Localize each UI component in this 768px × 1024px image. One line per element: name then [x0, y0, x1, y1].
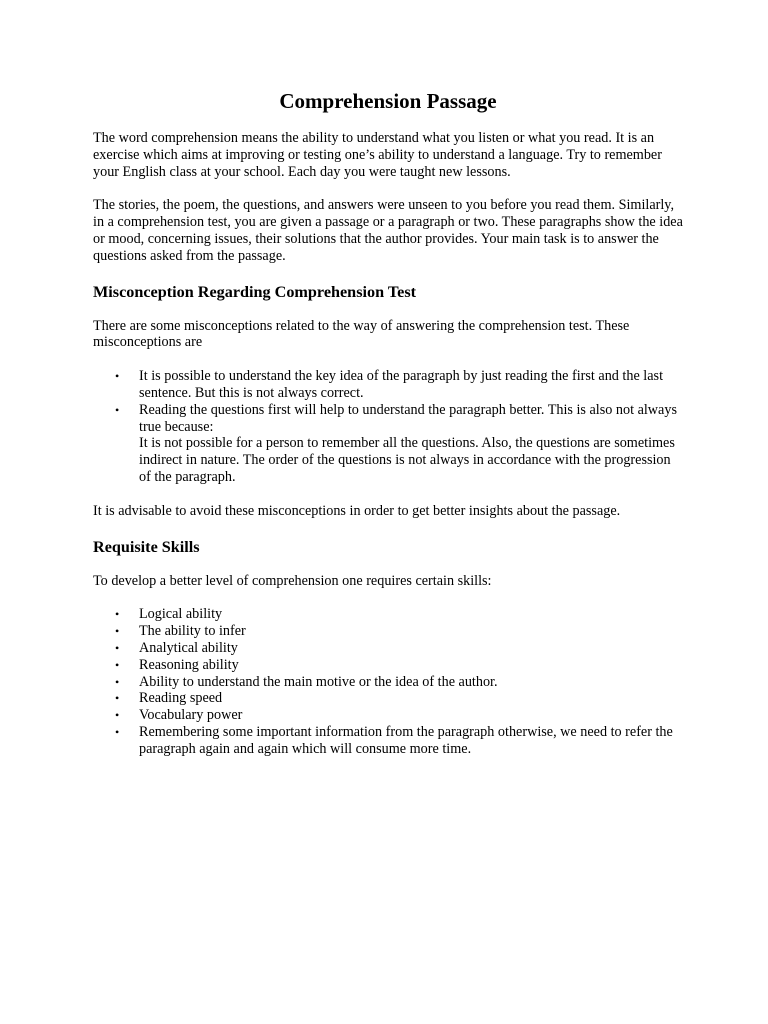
list-item-text: Reading speed — [139, 690, 223, 707]
misconception-closing: It is advisable to avoid these misconceptions in order to get better insights about the passage. — [93, 502, 621, 519]
bullet-icon: • — [115, 369, 120, 384]
skills-heading: Requisite Skills — [93, 537, 200, 556]
misconception-intro: There are some misconceptions related to the way of answering the comprehension test. These misconceptions are — [93, 317, 630, 351]
bullet-icon: • — [115, 607, 120, 622]
list-item — [93, 606, 683, 623]
bullet-icon: • — [115, 640, 120, 655]
list-item — [93, 657, 683, 674]
skills-list — [93, 606, 683, 757]
list-item-text: Ability to understand the main motive or the idea of the author. — [139, 673, 498, 690]
skills-intro: To develop a better level of comprehension one requires certain skills: — [93, 572, 492, 589]
bullet-icon: • — [115, 691, 120, 706]
list-item — [93, 402, 683, 486]
list-item — [93, 674, 683, 691]
misconception-list — [93, 368, 683, 486]
document-page — [93, 88, 683, 758]
bullet-icon: • — [115, 724, 120, 739]
intro-paragraph-1: The word comprehension means the ability to understand what you listen or what you read. It is an exercise which aims at improving or testing one’s ability to understand a language. Try to remember your English class at your school. Each day you were taught new lessons. — [93, 130, 662, 180]
list-item-text: The ability to infer — [139, 623, 246, 640]
list-item-text: Reasoning ability — [139, 656, 239, 673]
list-item-text: It is possible to understand the key idea of the paragraph by just reading the first and the last sentence. But this is not always correct. — [139, 368, 664, 401]
page-title: Comprehension Passage — [279, 89, 497, 113]
list-item-text: Analytical ability — [139, 639, 238, 656]
misconception-heading: Misconception Regarding Comprehension Test — [93, 282, 417, 301]
bullet-icon: • — [115, 657, 120, 672]
list-item — [93, 690, 683, 707]
bullet-icon: • — [115, 708, 120, 723]
bullet-icon: • — [115, 402, 120, 417]
intro-paragraph-2: The stories, the poem, the questions, and answers were unseen to you before you read them. Similarly, in a comprehension test, you are given a passage or a paragraph or two. These paragraphs show the idea or mood, concerning issues, their solutions that the author provides. Your main task is to answer the questions asked from the passage. — [93, 197, 683, 264]
list-item-text: Remembering some important information from the paragraph otherwise, we need to refer the paragraph again and again which will consume more time. — [139, 723, 673, 757]
bullet-icon: • — [115, 674, 120, 689]
list-item — [93, 623, 683, 640]
list-item — [93, 640, 683, 657]
list-item-text: Reading the questions first will help to understand the paragraph better. This is also not always true because: — [139, 401, 677, 435]
list-item — [93, 724, 683, 758]
list-item-text: Logical ability — [139, 606, 223, 623]
list-item-text: Vocabulary power — [139, 707, 243, 724]
list-item — [93, 707, 683, 724]
list-item-continuation: It is not possible for a person to remember all the questions. Also, the questions are sometimes indirect in nature. The order of the questions is not always in accordance with the progression of the paragraph. — [139, 435, 675, 485]
bullet-icon: • — [115, 624, 120, 639]
list-item — [93, 368, 683, 402]
